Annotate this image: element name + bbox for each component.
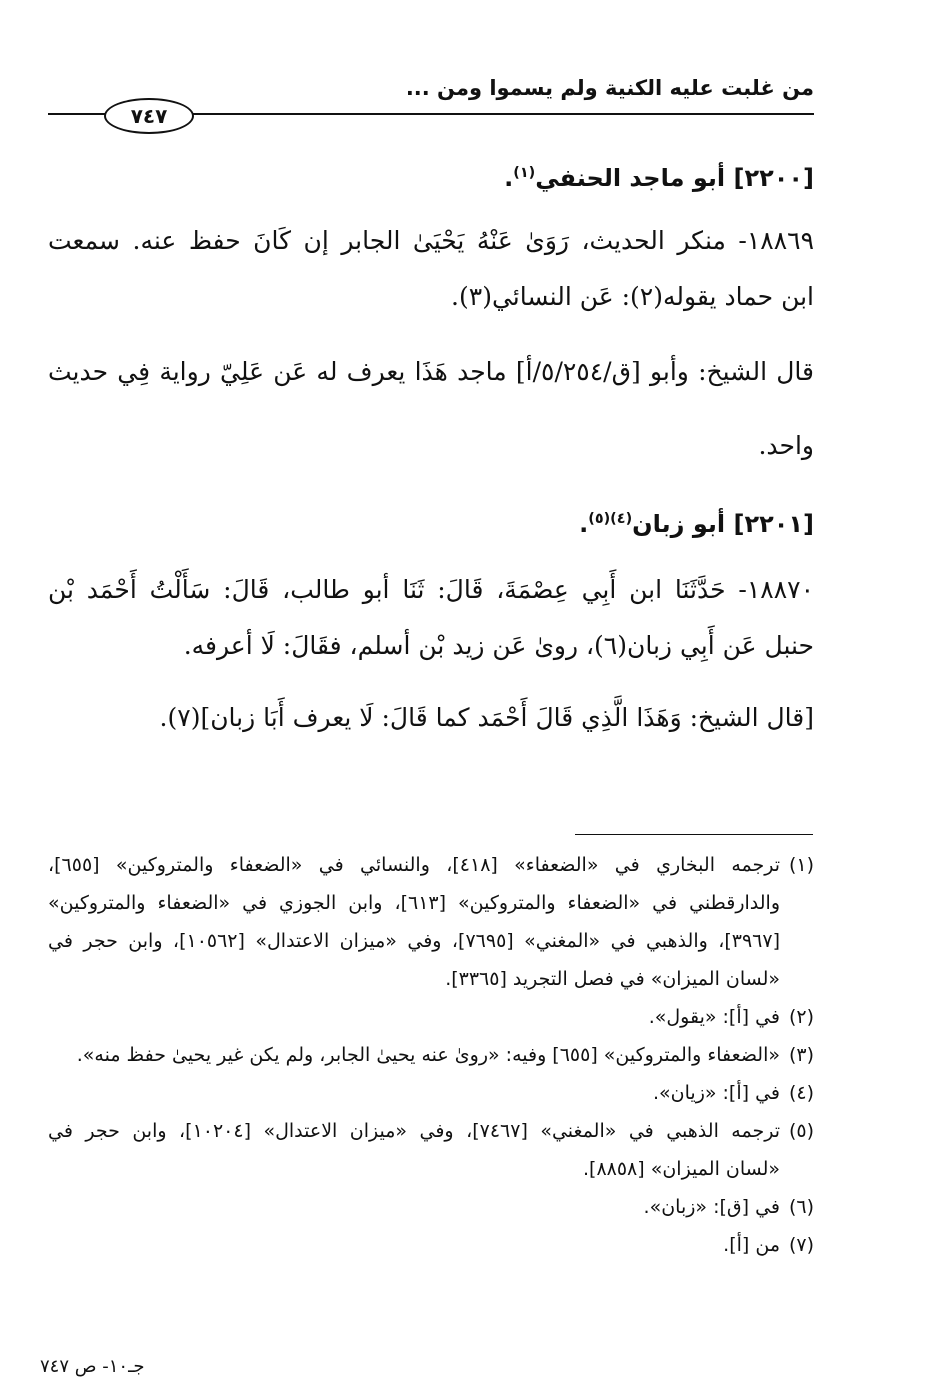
paragraph-line: ١٨٨٧٠- حَدَّثَنَا ابن أَبِي عِصْمَةَ، قَالَ: ثَنَا أبو طالب، قَالَ: سَأَلْتُ أَحْمَد بْن	[48, 575, 814, 604]
paragraph-shaykh-note-1	[48, 344, 814, 474]
entry-heading-text: [٢٢٠٠] أبو ماجد الحنفي	[535, 164, 814, 192]
paragraph-line: ١٨٨٦٩- منكر الحديث، رَوَىٰ عَنْهُ يَحْيَىٰ الجابر إن كَانَ حفظ عنه. سمعت	[48, 226, 814, 255]
footnote-number: (٧)	[788, 1234, 814, 1256]
paragraph-line: [قال الشيخ: وَهَذَا الَّذِي قَالَ أَحْمَد كما قَالَ: لَا يعرف أَبَا زبان](٧).	[159, 703, 814, 732]
footnote-7	[48, 1226, 814, 1264]
footnote-number: (٤)	[788, 1082, 814, 1104]
footnote-number: (٦)	[788, 1196, 814, 1218]
footnote-number: (١)	[788, 854, 814, 876]
footnote-1	[48, 846, 814, 998]
volume-page-marker: جـ١٠- ص ٧٤٧	[40, 1356, 145, 1377]
paragraph-18869	[48, 213, 814, 325]
footnote-line: «الضعفاء والمتروكين» [٦٥٥] وفيه: «روىٰ عنه يحيىٰ الجابر، ولم يكن غير يحيىٰ حفظ منه».	[76, 1044, 780, 1066]
entry-heading-2200	[504, 164, 814, 192]
footnote-line: في [أ]: «يقول».	[648, 1006, 780, 1028]
footnote-6	[48, 1188, 814, 1226]
footnote-ref: (٤)(٥)	[588, 511, 633, 527]
paragraph-shaykh-note-2	[48, 690, 814, 746]
footnote-line: والدارقطني في «الضعفاء والمتروكين» [٦١٣]، وابن الجوزي في «الضعفاء والمتروكين»	[48, 892, 780, 914]
footnote-number: (٥)	[788, 1120, 814, 1142]
footnote-number: (٣)	[788, 1044, 814, 1066]
footnotes	[48, 846, 814, 1264]
page-number-badge	[104, 98, 194, 134]
footnote-4	[48, 1074, 814, 1112]
footnote-line: في [ق]: «زبان».	[643, 1196, 780, 1218]
paragraph-18870	[48, 562, 814, 674]
footnote-number: (٢)	[788, 1006, 814, 1028]
footnote-separator	[575, 834, 813, 835]
heading-end: .	[504, 164, 514, 192]
footnote-line: [٣٩٦٧]، والذهبي في «المغني» [٧٦٩٥]، وفي «ميزان الاعتدال» [١٠٥٦٢]، وابن حجر في	[48, 930, 781, 952]
entry-heading-2201	[579, 510, 814, 538]
footnote-5	[48, 1112, 814, 1188]
footnote-3	[48, 1036, 814, 1074]
entry-heading-text: [٢٢٠١] أبو زبان	[632, 510, 814, 538]
footnote-line: من [أ].	[723, 1234, 780, 1256]
paragraph-line: ابن حماد يقوله(٢): عَن النسائي(٣).	[451, 282, 814, 311]
footnote-line: ترجمه البخاري في «الضعفاء» [٤١٨]، والنسائي في «الضعفاء والمتروكين» [٦٥٥]،	[48, 854, 781, 876]
footnote-line: في [أ]: «زيان».	[653, 1082, 780, 1104]
paragraph-line: قال الشيخ: وأبو [ق/٥/٢٥٤/أ] ماجد هَذَا يعرف له عَن عَلِيّ رواية فِي حديث	[48, 357, 814, 386]
running-header-title: من غلبت عليه الكنية ولم يسموا ومن ...	[405, 76, 814, 100]
heading-end: .	[579, 510, 589, 538]
footnote-ref: (١)	[513, 165, 536, 181]
footnote-line: ترجمه الذهبي في «المغني» [٧٤٦٧]، وفي «ميزان الاعتدال» [١٠٢٠٤]، وابن حجر في	[48, 1120, 780, 1142]
paragraph-line: حنبل عَن أَبِي زبان(٦)، روىٰ عَن زيد بْن أسلم، فقَالَ: لَا أعرفه.	[183, 631, 814, 660]
footnote-line: «لسان الميزان» [٨٨٥٨].	[582, 1158, 780, 1180]
paragraph-line: واحد.	[758, 431, 814, 460]
footnote-2	[48, 998, 814, 1036]
page-number: ٧٤٧	[130, 104, 168, 128]
footnote-line: «لسان الميزان» في فصل التجريد [٣٣٦٥].	[445, 968, 780, 990]
